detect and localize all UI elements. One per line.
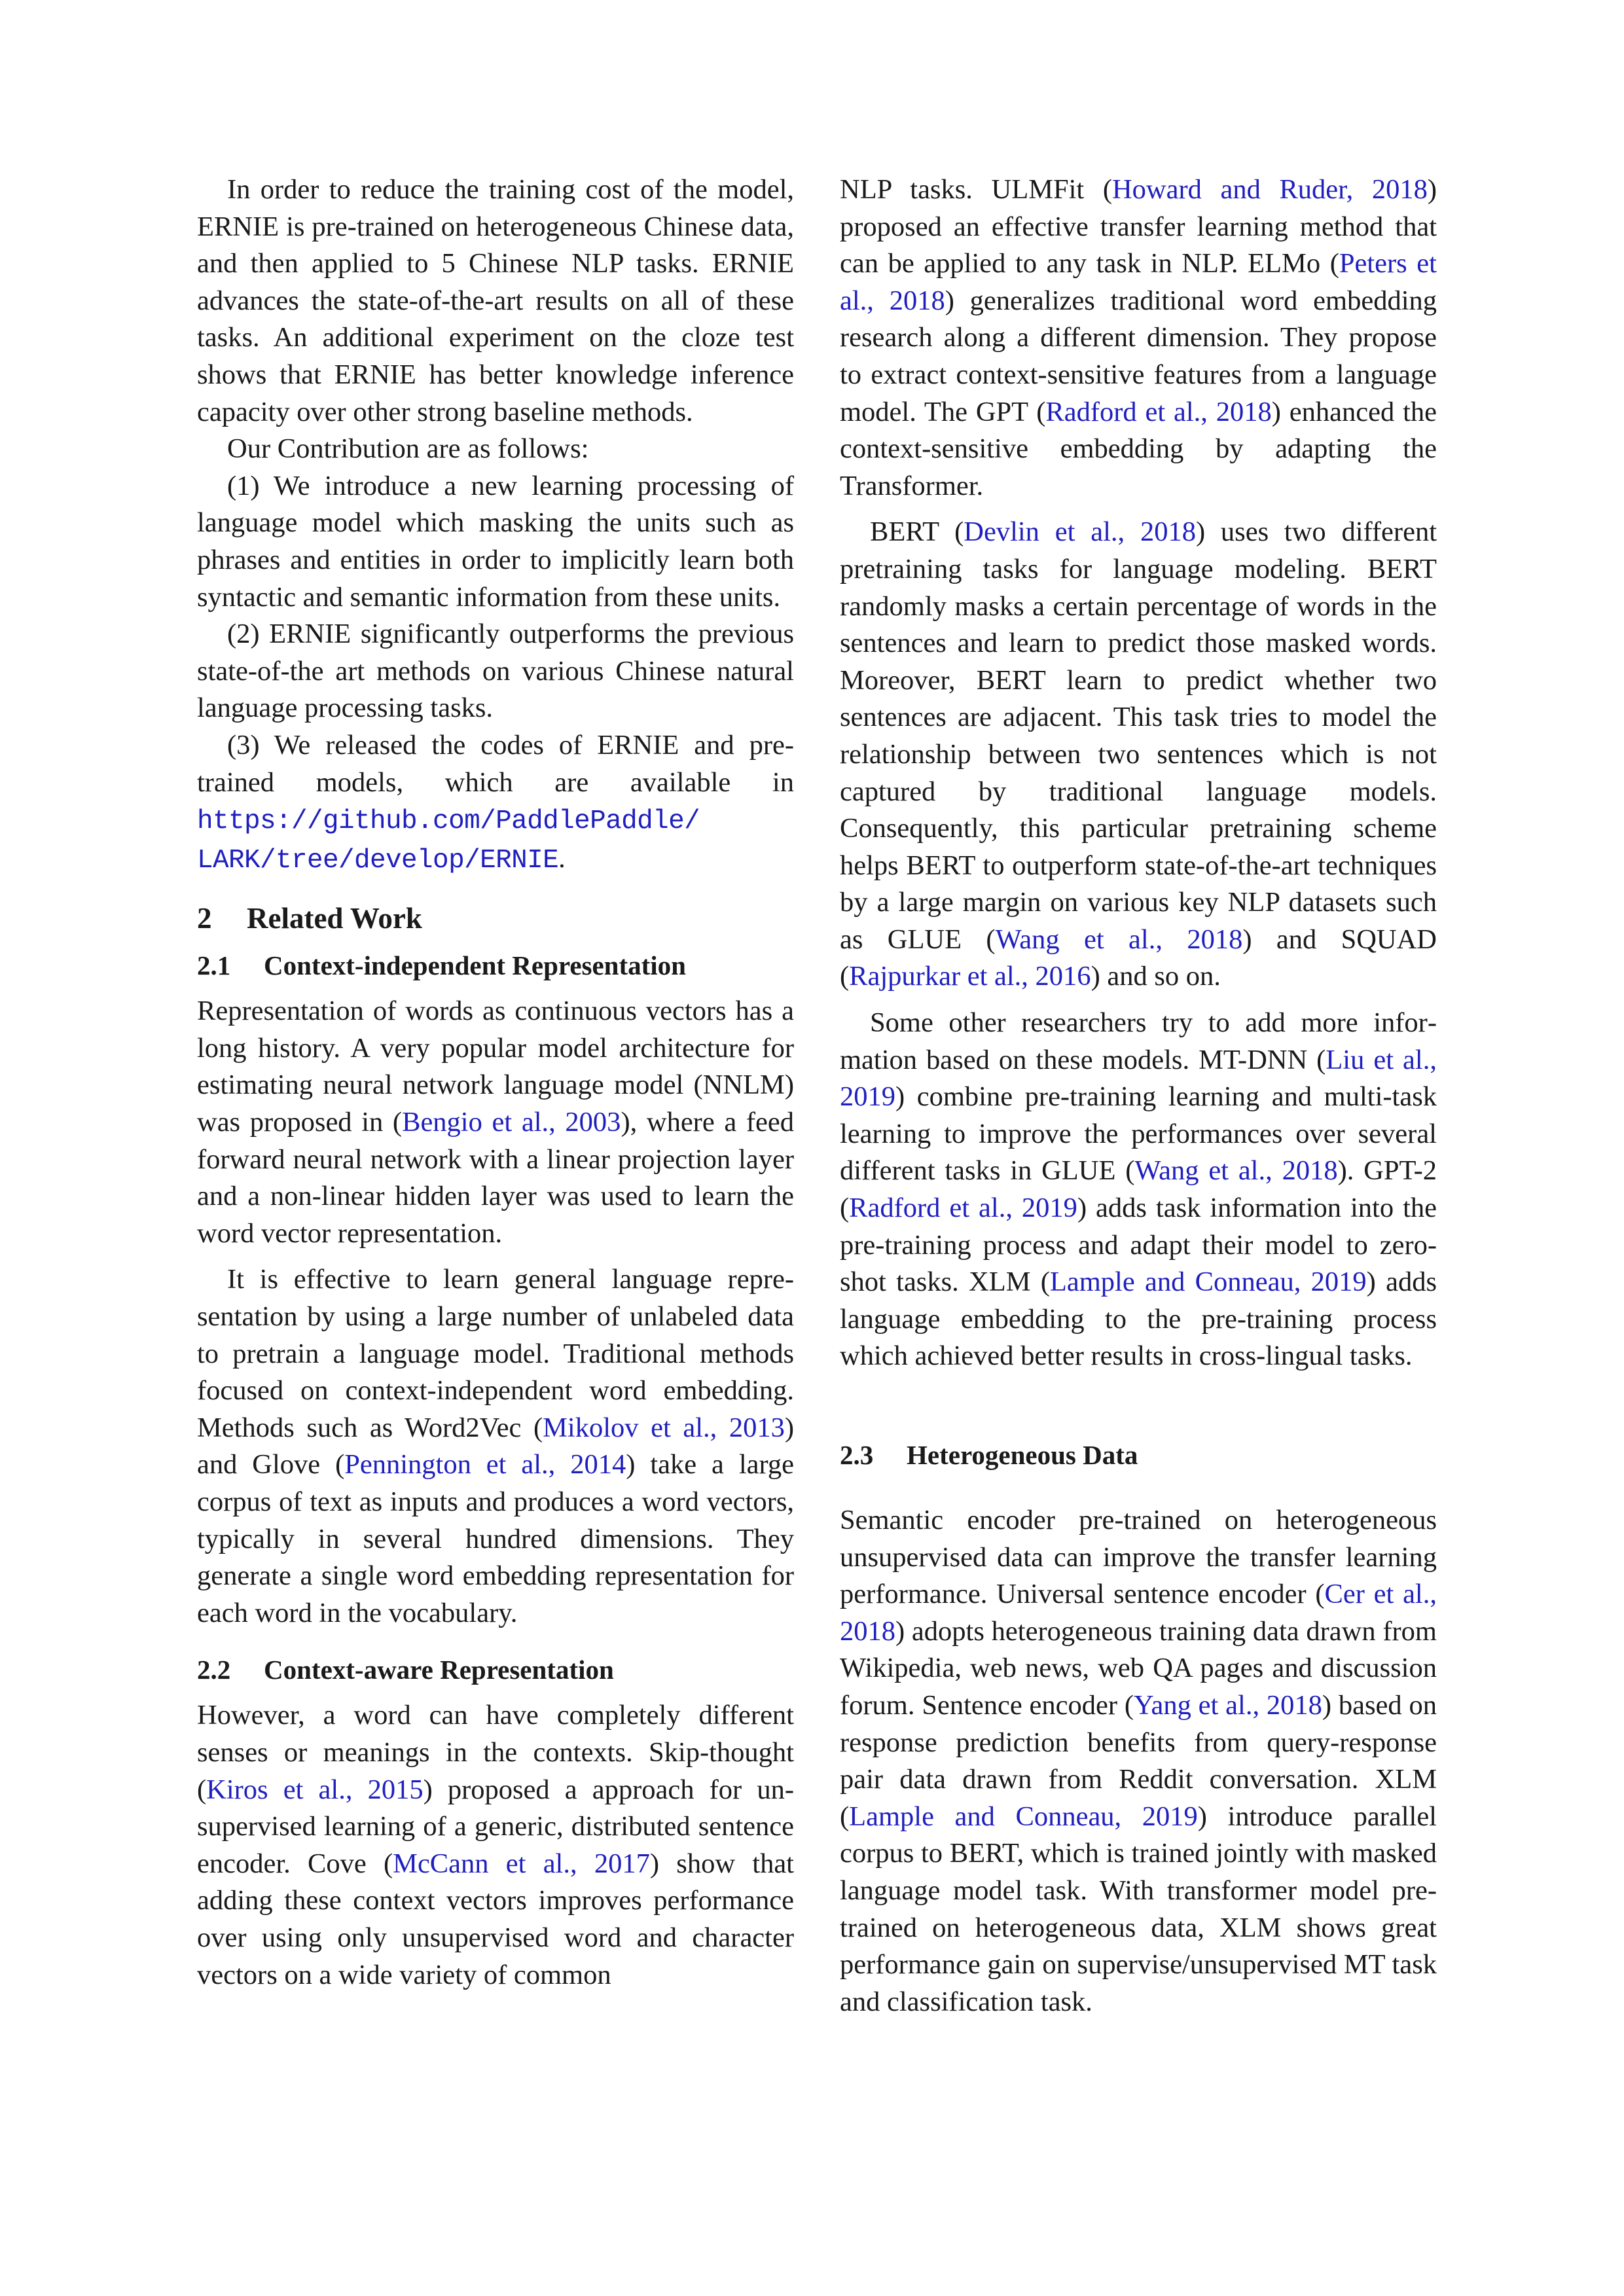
- text-run: ) adds task information into the pre-training process and adapt their model to zero-shot tasks. XLM (: [840, 1193, 1437, 1298]
- citation-link[interactable]: Wang et al., 2018: [995, 924, 1243, 955]
- subsection-title: Context-aware Representation: [264, 1655, 614, 1685]
- citation-link[interactable]: Howard and Ruder, 2018: [1111, 174, 1428, 205]
- paragraph-bert: [840, 514, 1437, 996]
- text-run: ) uses two different pretraining tasks for language modeling. BERT randomly masks a certain percentage of words in the sentences and learn to predict those masked words. Moreover, BERT learn to predict whether two sentences are adjacent. This task tries to model the relationship between two sentences which is not captured by traditional language models. Consequently, this particular pretraining scheme helps BERT to outperform state-of-the-art techniques by a large margin on various key NLP datasets such as GLUE (: [840, 516, 1437, 955]
- citation-link[interactable]: Devlin et al., 2018: [964, 516, 1196, 548]
- text-run: NLP tasks. ULMFit (: [840, 174, 1112, 205]
- citation-link[interactable]: Yang et al., 2018: [1134, 1689, 1322, 1721]
- paragraph-contribution-intro: Our Contribution are as follows:: [227, 433, 589, 465]
- subsection-title: Heterogeneous Data: [907, 1440, 1138, 1470]
- text-run: ) adopts heterogeneous training data drawn from Wikipedia, web news, web QA pages and discussion forum. Sentence encoder (: [840, 1615, 1437, 1721]
- citation-link[interactable]: Lample and Conneau, 2019: [1049, 1266, 1367, 1298]
- citation-link[interactable]: Radford et al., 2019: [849, 1193, 1077, 1224]
- citation-link[interactable]: Mikolov et al., 2013: [543, 1412, 785, 1443]
- text-run: ) take a large corpus of text as inputs and produces a word vectors, typically in several hundred dimensions. They generate a single word embedding representation for each word in the vocabulary.: [197, 1449, 794, 1628]
- subsection-title: Context-independent Representation: [264, 950, 686, 981]
- paragraph-contribution-2: (2) ERNIE significantly outperforms the previous state-of-the art methods on various Chinese natural language processing tasks.: [197, 619, 794, 724]
- citation-link[interactable]: Kiros et al., 2015: [206, 1774, 424, 1805]
- subsection-number: 2.3: [840, 1440, 874, 1470]
- text-run: ) and Glove (: [197, 1412, 794, 1480]
- text-run: BERT (: [870, 516, 964, 548]
- citation-link[interactable]: Liu et al., 2019: [840, 1044, 1437, 1113]
- paragraph-mt-dnn: [840, 1005, 1437, 1375]
- right-column: [840, 171, 1437, 2020]
- citation-link[interactable]: Lample and Conneau, 2019: [849, 1801, 1198, 1832]
- text-run: ) introduce parallel corpus to BERT, which is trained jointly with masked language model task. With transformer model pre-trained on heterogeneous data, XLM shows great performance gain on supervise/unsupervised MT task and classification task.: [840, 1801, 1437, 2017]
- citation-link[interactable]: McCann et al., 2017: [393, 1848, 650, 1879]
- citation-link[interactable]: Bengio et al., 2003: [402, 1107, 621, 1138]
- section-heading-related-work: [197, 899, 794, 938]
- text-run: ) combine pre-training learning and multi-task learning to improve the performances over several different tasks in GLUE (: [840, 1081, 1437, 1187]
- citation-link[interactable]: Radford et al., 2018: [1045, 396, 1272, 427]
- subsection-heading-heterogeneous-data: [840, 1437, 1437, 1473]
- github-link[interactable]: https://github.com/PaddlePaddle/ LARK/tree/develop/ERNIE: [197, 806, 700, 876]
- text-run: ). GPT-2 (: [840, 1155, 1437, 1224]
- section-number: 2: [197, 902, 212, 935]
- subsection-number: 2.2: [197, 1655, 231, 1685]
- paragraph-word-embedding: [197, 1261, 794, 1632]
- text-run: Semantic encoder pre-trained on heterogeneous unsupervised data can improve the transfer learning performance. Universal sentence encoder (: [840, 1505, 1437, 1610]
- text-run: ) generalizes traditional word embedding research along a different dimension. They propose to extract context-sensitive features from a language model. The GPT (: [840, 285, 1437, 427]
- text-run: ) based on response prediction benefits from query-response pair data drawn from Reddit conversation. XLM (: [840, 1689, 1437, 1832]
- text-run: (3) We released the codes of ERNIE and pre-trained models, which are available in: [197, 729, 794, 798]
- citation-link[interactable]: Rajpurkar et al., 2016: [849, 961, 1091, 992]
- subsection-heading-context-aware: [197, 1651, 794, 1688]
- subsection-number: 2.1: [197, 950, 231, 981]
- text-run: ) adds language embedding to the pre-training process which achieved better results in cross-lingual tasks.: [840, 1266, 1437, 1372]
- text-run: ) proposed an effective transfer learning method that can be applied to any task in NLP. ELMo (: [840, 174, 1437, 279]
- paragraph-training-cost: In order to reduce the training cost of the model, ERNIE is pre-trained on heterogeneous Chinese data, and then applied to 5 Chinese NLP tasks. ERNIE advances the state-of-the-art results on all of these tasks. An additional experiment on the cloze test shows that ERNIE has better knowledge inference capacity over other strong baseline methods.: [197, 174, 794, 427]
- text-run: It is effective to learn general language representation by using a large number of unlabeled data to pretrain a language model. Traditional methods focused on context-independent word embedding. Methods such as Word2Vec (: [197, 1264, 794, 1443]
- subsection-heading-context-independent: [197, 947, 794, 984]
- text-run: ) and so on.: [1091, 961, 1221, 992]
- text-run: ) show that adding these context vectors improves performance over using only unsupervised word and character vectors on a wide variety of common: [197, 1848, 794, 1990]
- paragraph-nnlm: [197, 993, 794, 1252]
- left-column: [197, 171, 794, 1994]
- text-run: ) and SQUAD (: [840, 924, 1437, 992]
- text-run: ) enhanced the context-sensitive embedding by adapting the Transformer.: [840, 396, 1437, 501]
- text-run: .: [558, 842, 566, 874]
- paragraph-heterogeneous: [840, 1502, 1437, 2020]
- text-run: ) proposed a approach for unsupervised learning of a generic, distributed sentence encoder. Cove (: [197, 1774, 794, 1879]
- section-title: Related Work: [247, 902, 422, 935]
- paragraph-ulmfit-elmo-gpt: [840, 171, 1437, 505]
- paragraph-skip-thought: [197, 1697, 794, 1994]
- citation-link[interactable]: Wang et al., 2018: [1134, 1155, 1338, 1187]
- text-run: Some other researchers try to add more information based on these models. MT-DNN (: [840, 1007, 1437, 1075]
- text-run: Representation of words as continuous vectors has a long history. A very popular model architecture for estimating neural network language model (NNLM) was proposed in (: [197, 996, 794, 1138]
- text-run: However, a word can have completely different senses or meanings in the contexts. Skip-thought (: [197, 1700, 794, 1805]
- citation-link[interactable]: Pennington et al., 2014: [344, 1449, 626, 1480]
- text-run: ), where a feed forward neural network with a linear projection layer and a non-linear hidden layer was used to learn the word vector representation.: [197, 1107, 794, 1249]
- paragraph-contribution-1: (1) We introduce a new learning processing of language model which masking the units such as phrases and entities in order to implicitly learn both syntactic and semantic information from these units.: [197, 470, 794, 613]
- citation-link[interactable]: Peters et al., 2018: [840, 248, 1437, 316]
- citation-link[interactable]: Cer et al., 2018: [840, 1579, 1437, 1647]
- paragraph-contribution-3: [197, 727, 794, 879]
